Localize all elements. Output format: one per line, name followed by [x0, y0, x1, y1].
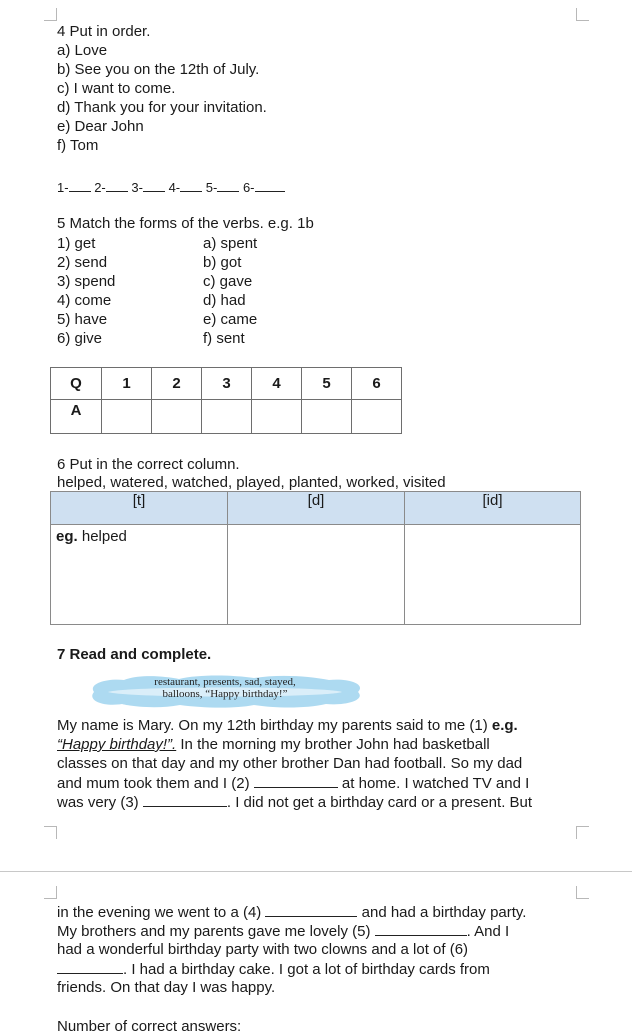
- score-label: Number of correct answers:: [57, 1018, 242, 1035]
- exercise-4-heading: 4 Put in order.: [57, 23, 151, 40]
- verb-item: 3) spend: [57, 273, 116, 290]
- list-item: c) I want to come.: [57, 80, 176, 97]
- story-line: [57, 902, 526, 922]
- verb-item: 6) give: [57, 330, 103, 347]
- order-label: 2-: [94, 180, 106, 195]
- answer-blank[interactable]: [143, 792, 227, 807]
- order-label: 1-: [57, 180, 69, 195]
- answer-blank[interactable]: [217, 177, 239, 192]
- story-line: classes on that day and my other brother Dan had football. So my dad: [57, 755, 523, 772]
- page-corner-mark: [576, 8, 589, 21]
- story-text: and mum took them and I (2): [57, 775, 254, 792]
- story-text: . And I: [466, 923, 510, 940]
- order-label: 4-: [168, 180, 181, 195]
- story-line: [57, 921, 509, 941]
- story-text: and had a birthday party.: [357, 904, 527, 921]
- list-item: d) Thank you for your invitation.: [57, 99, 267, 116]
- verb-form: c) gave: [203, 273, 253, 290]
- story-line: had a wonderful birthday party with two clowns and a lot of (6): [57, 941, 469, 958]
- answer-cell[interactable]: [352, 400, 402, 434]
- page-separator: [0, 871, 632, 872]
- order-label: 6-: [242, 180, 255, 195]
- page-corner-mark: [44, 886, 57, 899]
- answer-blank[interactable]: [255, 177, 285, 192]
- story-line: [57, 773, 529, 793]
- verb-form: d) had: [203, 292, 246, 309]
- story-text: My name is Mary. On my 12th birthday my parents said to me (1): [57, 717, 492, 734]
- verb-form: e) came: [203, 311, 258, 328]
- story-text: was very (3): [57, 794, 143, 811]
- page-corner-mark: [576, 826, 589, 839]
- story-line: [57, 735, 490, 754]
- story-text: at home. I watched TV and I: [337, 775, 530, 792]
- story-line: [57, 792, 532, 812]
- story-line: friends. On that day I was happy.: [57, 979, 276, 996]
- table-header-cell: 4: [252, 368, 302, 400]
- exercise-5-heading: 5 Match the forms of the verbs. e.g. 1b: [57, 215, 314, 232]
- word-list: helped, watered, watched, played, planted, worked, visited: [57, 474, 446, 491]
- answer-row-label: A: [51, 400, 102, 434]
- page-corner-mark: [44, 8, 57, 21]
- example-word: helped: [77, 528, 127, 545]
- story-text: In the morning my brother John had basketball: [176, 736, 490, 753]
- order-answer-row: [57, 177, 285, 197]
- answer-cell[interactable]: [102, 400, 152, 434]
- story-text: in the evening we went to a (4): [57, 904, 266, 921]
- example-label: eg.: [56, 528, 78, 545]
- word-bank-line: restaurant, presents, sad, stayed,: [154, 676, 296, 688]
- answer-blank[interactable]: [180, 177, 202, 192]
- list-item: a) Love: [57, 42, 108, 59]
- answer-column-cell[interactable]: [51, 525, 228, 625]
- match-answer-table: [50, 367, 402, 434]
- verb-form: b) got: [203, 254, 242, 271]
- verb-form: a) spent: [203, 235, 258, 252]
- example-marker: e.g.: [491, 717, 518, 734]
- table-header-cell: 6: [352, 368, 402, 400]
- page-corner-mark: [576, 886, 589, 899]
- answer-blank[interactable]: [69, 177, 91, 192]
- table-header-cell: 2: [152, 368, 202, 400]
- column-header: [t]: [51, 492, 228, 525]
- exercise-6-heading: 6 Put in the correct column.: [57, 456, 240, 473]
- answer-cell[interactable]: [202, 400, 252, 434]
- answer-cell[interactable]: [152, 400, 202, 434]
- answer-blank[interactable]: [375, 921, 467, 936]
- answer-cell[interactable]: [252, 400, 302, 434]
- story-text: My brothers and my parents gave me lovely (5): [57, 923, 375, 940]
- verb-form: f) sent: [203, 330, 245, 347]
- table-header-cell: 5: [302, 368, 352, 400]
- verb-item: 1) get: [57, 235, 96, 252]
- answer-blank[interactable]: [265, 902, 357, 917]
- verb-item: 2) send: [57, 254, 108, 271]
- order-label: 5-: [205, 180, 218, 195]
- list-item: b) See you on the 12th of July.: [57, 61, 260, 78]
- list-item: f) Tom: [57, 137, 99, 154]
- story-line: [57, 716, 518, 735]
- table-header-cell: 1: [102, 368, 152, 400]
- column-header: [d]: [228, 492, 405, 525]
- answer-column-cell[interactable]: [405, 525, 581, 625]
- order-label: 3-: [131, 180, 143, 195]
- example-answer: “Happy birthday!”.: [57, 736, 177, 753]
- story-text: . I had a birthday cake. I got a lot of birthday cards from: [123, 961, 490, 978]
- column-header: [id]: [405, 492, 581, 525]
- answer-column-cell[interactable]: [228, 525, 405, 625]
- exercise-7-heading: 7 Read and complete.: [57, 646, 212, 663]
- list-item: e) Dear John: [57, 118, 144, 135]
- story-line: [57, 959, 490, 979]
- answer-blank[interactable]: [254, 773, 338, 788]
- verb-item: 4) come: [57, 292, 112, 309]
- story-text: . I did not get a birthday card or a present. But: [226, 794, 533, 811]
- word-bank-line: balloons, “Happy birthday!”: [162, 688, 288, 700]
- page-corner-mark: [44, 826, 57, 839]
- answer-cell[interactable]: [302, 400, 352, 434]
- table-header-cell: 3: [202, 368, 252, 400]
- answer-blank[interactable]: [57, 959, 123, 974]
- word-bank: [84, 676, 366, 700]
- verb-item: 5) have: [57, 311, 108, 328]
- answer-blank[interactable]: [106, 177, 128, 192]
- answer-blank[interactable]: [143, 177, 165, 192]
- table-header-cell: Q: [51, 368, 102, 400]
- column-sort-table: [50, 491, 581, 625]
